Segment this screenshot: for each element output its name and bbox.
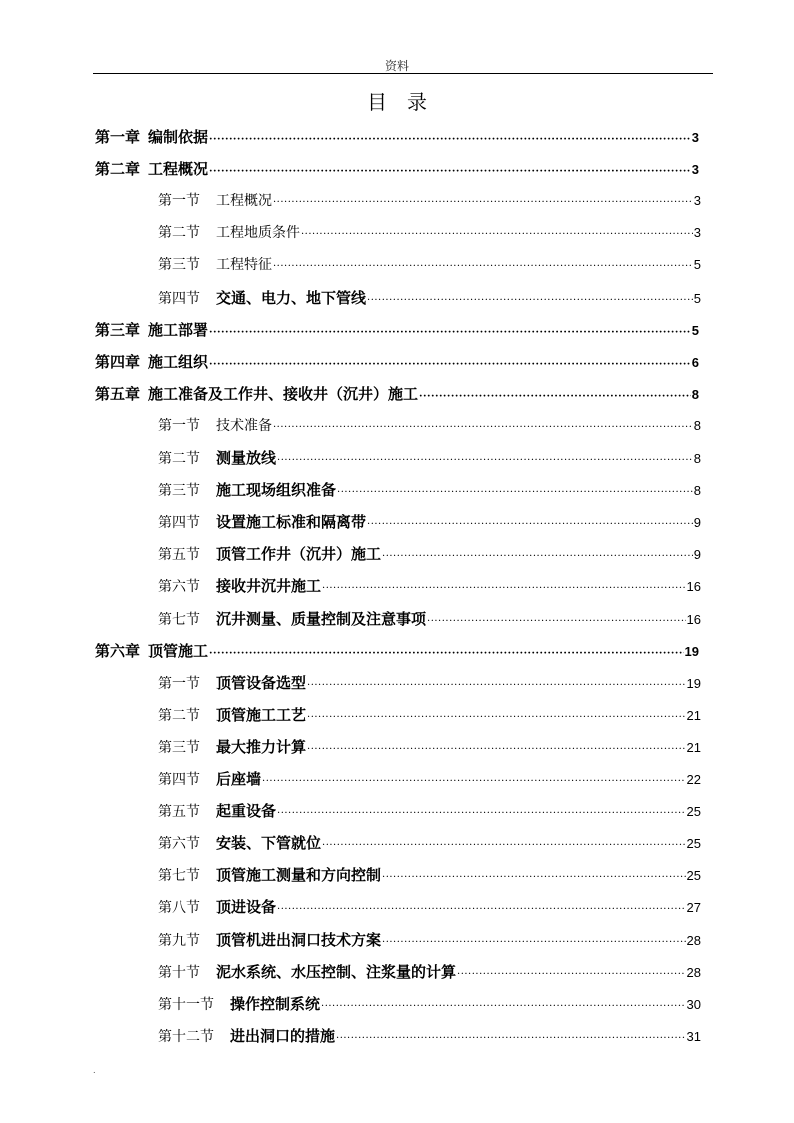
toc-dot-leader [382, 937, 686, 948]
toc-entry-name: 设置施工标准和隔离带 [216, 513, 367, 532]
toc-dot-leader [209, 359, 691, 370]
toc-entry-number: 第一节 [158, 193, 200, 210]
toc-entry-label [158, 543, 381, 564]
toc-page-number: 28 [686, 964, 701, 980]
toc-page-number: 21 [686, 707, 701, 723]
toc-dot-leader [382, 872, 686, 883]
toc-entry-name: 顶管设备选型 [216, 673, 307, 692]
toc-section-entry[interactable] [158, 254, 701, 276]
toc-page-number: 5 [691, 322, 699, 338]
toc-dot-leader [209, 327, 691, 338]
toc-section-entry[interactable] [158, 479, 701, 501]
toc-chapter-entry[interactable] [95, 640, 699, 662]
toc-entry-name: 施工现场组织准备 [216, 481, 337, 500]
toc-entry-label [158, 608, 426, 629]
toc-page-number: 9 [693, 547, 701, 563]
toc-entry-name: 后座墙 [216, 770, 262, 788]
toc-section-entry[interactable] [158, 961, 701, 983]
toc-entry-number: 第十一节 [158, 996, 214, 1013]
toc-entry-label [158, 993, 320, 1014]
toc-section-entry[interactable] [158, 1025, 701, 1047]
toc-entry-name: 安装、下管就位 [216, 834, 322, 853]
toc-entry-number: 第十二节 [158, 1028, 214, 1045]
toc-entry-name: 顶管机进出洞口技术方案 [216, 930, 382, 949]
toc-entry-name: 测量放线 [216, 449, 277, 467]
toc-section-entry[interactable] [158, 993, 701, 1015]
toc-dot-leader [367, 519, 693, 530]
toc-entry-number: 第四节 [158, 515, 200, 532]
toc-dot-leader [307, 680, 686, 691]
toc-section-entry[interactable] [158, 447, 701, 469]
toc-entry-name: 工程地质条件 [216, 225, 300, 242]
toc-section-entry[interactable] [158, 768, 701, 790]
page-header: 资料 [384, 59, 409, 73]
toc-dot-leader [277, 904, 686, 915]
toc-entry-number: 第四章 [95, 352, 141, 371]
toc-entry-label [95, 640, 208, 661]
toc-page-number: 25 [686, 868, 701, 884]
toc-entry-label [158, 190, 272, 210]
toc-entry-name: 进出洞口的措施 [230, 1026, 336, 1045]
toc-dot-leader [322, 583, 686, 594]
toc-section-entry[interactable] [158, 896, 701, 918]
toc-dot-leader [336, 1033, 686, 1044]
toc-entry-label [158, 800, 276, 821]
toc-section-entry[interactable] [158, 736, 701, 758]
corner-mark: . [93, 1066, 96, 1075]
toc-dot-leader [209, 134, 691, 145]
toc-entry-name: 沉井测量、质量控制及注意事项 [216, 609, 427, 628]
toc-page-number: 30 [686, 996, 701, 1012]
toc-section-entry[interactable] [158, 608, 701, 630]
toc-entry-name: 顶管工作井（沉井）施工 [216, 545, 382, 564]
toc-page-number: 8 [693, 451, 701, 466]
toc-section-entry[interactable] [158, 222, 701, 244]
toc-chapter-entry[interactable] [95, 126, 699, 148]
toc-page-number: 16 [686, 579, 701, 595]
toc-section-entry[interactable] [158, 929, 701, 951]
toc-chapter-entry[interactable] [95, 351, 699, 373]
toc-entry-label [158, 672, 306, 693]
toc-entry-name: 顶进设备 [216, 898, 277, 917]
toc-entry-name: 工程概况 [216, 193, 272, 210]
toc-entry-name: 操作控制系统 [230, 994, 321, 1013]
toc-chapter-entry[interactable] [95, 383, 699, 405]
toc-dot-leader [307, 744, 686, 755]
toc-entry-label [158, 896, 276, 917]
toc-entry-number: 第九节 [158, 932, 200, 949]
toc-entry-name: 最大推力计算 [216, 737, 307, 756]
toc-entry-name: 施工准备及工作井、接收井（沉井）施工 [148, 384, 419, 403]
toc-entry-name: 技术准备 [216, 417, 272, 434]
toc-entry-number: 第三节 [158, 257, 200, 274]
toc-dot-leader [382, 551, 693, 562]
toc-page-number: 8 [693, 417, 701, 433]
toc-page-number: 28 [686, 932, 701, 948]
toc-entry-name: 交通、电力、地下管线 [216, 288, 367, 307]
toc-page-number: 19 [684, 643, 699, 659]
toc-dot-leader [273, 197, 693, 208]
toc-dot-leader [273, 422, 693, 433]
toc-entry-label [158, 254, 272, 274]
toc-entry-name: 接收井沉井施工 [216, 577, 322, 596]
toc-entry-label [95, 351, 208, 372]
toc-page-number: 8 [693, 483, 701, 499]
toc-entry-name: 工程概况 [148, 160, 209, 179]
toc-page-number: 27 [686, 900, 701, 916]
toc-section-entry[interactable] [158, 190, 701, 212]
toc-entry-label [95, 383, 418, 404]
toc-dot-leader [277, 455, 693, 466]
toc-entry-number: 第二节 [158, 451, 200, 467]
toc-section-entry[interactable] [158, 543, 701, 565]
toc-entry-label [158, 961, 456, 982]
toc-entry-number: 第七节 [158, 611, 200, 628]
toc-page-number: 25 [686, 836, 701, 852]
toc-section-entry[interactable] [158, 800, 701, 822]
toc-dot-leader [427, 616, 686, 627]
toc-section-entry[interactable] [158, 511, 701, 533]
toc-entry-label [95, 126, 208, 147]
toc-section-entry[interactable] [158, 415, 701, 437]
toc-entry-number: 第三节 [158, 483, 200, 500]
toc-entry-label [158, 415, 272, 435]
toc-entry-label [158, 447, 276, 468]
toc-entry-number: 第一节 [158, 675, 200, 692]
toc-entry-name: 编制依据 [148, 128, 209, 146]
toc-dot-leader [209, 166, 691, 177]
toc-entry-name: 泥水系统、水压控制、注浆量的计算 [216, 962, 457, 981]
toc-entry-number: 第六节 [158, 836, 200, 853]
toc-entry-number: 第十节 [158, 964, 200, 981]
toc-page-number: 5 [693, 290, 701, 306]
toc-page-number: 16 [686, 611, 701, 627]
toc-entry-label [158, 511, 366, 532]
toc-dot-leader [262, 776, 686, 787]
toc-dot-leader [419, 391, 691, 402]
toc-dot-leader [322, 840, 686, 851]
toc-entry-number: 第一节 [158, 417, 200, 434]
toc-section-entry[interactable] [158, 287, 701, 309]
toc-entry-number: 第三章 [95, 320, 141, 339]
toc-entry-label [158, 575, 321, 596]
toc-page-number: 6 [691, 354, 699, 370]
toc-entry-label [158, 832, 321, 853]
toc-dot-leader [457, 969, 686, 980]
toc-dot-leader [307, 712, 686, 723]
toc-entry-label [158, 287, 366, 308]
toc-entry-name: 施工部署 [148, 320, 209, 339]
toc-entry-name: 顶管施工测量和方向控制 [216, 866, 382, 885]
toc-page-number: 8 [691, 386, 699, 402]
toc-entry-label [158, 768, 261, 789]
toc-entry-label [158, 222, 300, 242]
toc-entry-number: 第四节 [158, 772, 200, 788]
toc-dot-leader [209, 648, 684, 659]
toc-entry-number: 第一章 [95, 128, 141, 146]
toc-chapter-entry[interactable] [95, 158, 699, 180]
toc-chapter-entry[interactable] [95, 319, 699, 341]
toc-entry-label [158, 479, 336, 500]
toc-entry-number: 第二节 [158, 707, 200, 724]
toc-entry-name: 顶管施工工艺 [216, 705, 307, 724]
toc-entry-number: 第八节 [158, 900, 200, 917]
toc-entry-number: 第五章 [95, 384, 141, 403]
toc-entry-number: 第四节 [158, 290, 200, 307]
toc-entry-number: 第五节 [158, 547, 200, 564]
toc-dot-leader [337, 487, 693, 498]
toc-entry-label [95, 319, 208, 340]
toc-dot-leader [277, 808, 686, 819]
toc-page-number: 3 [691, 130, 699, 145]
toc-section-entry[interactable] [158, 864, 701, 886]
toc-page-number: 21 [686, 739, 701, 755]
toc-section-entry[interactable] [158, 672, 701, 694]
toc-entry-number: 第七节 [158, 868, 200, 885]
toc-page-number: 3 [693, 225, 701, 241]
toc-page-number: 22 [686, 772, 701, 787]
toc-dot-leader [321, 1001, 686, 1012]
toc-page-number: 25 [686, 804, 701, 820]
toc-page-number: 19 [686, 675, 701, 691]
toc-entry-number: 第三节 [158, 739, 200, 756]
toc-entry-label [95, 158, 208, 179]
toc-dot-leader [273, 261, 693, 272]
toc-entry-name: 施工组织 [148, 352, 209, 371]
toc-entry-number: 第二节 [158, 225, 200, 242]
toc-entry-number: 第六节 [158, 579, 200, 596]
toc-page-number: 5 [693, 257, 701, 273]
toc-entry-label [158, 929, 381, 950]
toc-dot-leader [367, 295, 693, 306]
toc-page-number: 3 [693, 193, 701, 209]
toc-page-number: 9 [693, 515, 701, 531]
toc-entry-name: 起重设备 [216, 802, 277, 821]
toc-section-entry[interactable] [158, 832, 701, 854]
toc-entry-label [158, 704, 306, 725]
toc-section-entry[interactable] [158, 575, 701, 597]
toc-entry-label [158, 1025, 335, 1046]
toc-entry-number: 第二章 [95, 160, 141, 179]
toc-entry-number: 第六章 [95, 641, 141, 660]
toc-entry-name: 顶管施工 [148, 641, 209, 660]
toc-page-number: 3 [691, 162, 699, 178]
toc-entry-label [158, 864, 381, 885]
toc-section-entry[interactable] [158, 704, 701, 726]
toc-entry-label [158, 736, 306, 757]
toc-entry-name: 工程特征 [216, 257, 272, 274]
toc-page-number: 31 [686, 1028, 701, 1044]
toc-title: 目录 [367, 90, 447, 114]
toc-entry-number: 第五节 [158, 804, 200, 821]
toc-dot-leader [301, 229, 693, 240]
